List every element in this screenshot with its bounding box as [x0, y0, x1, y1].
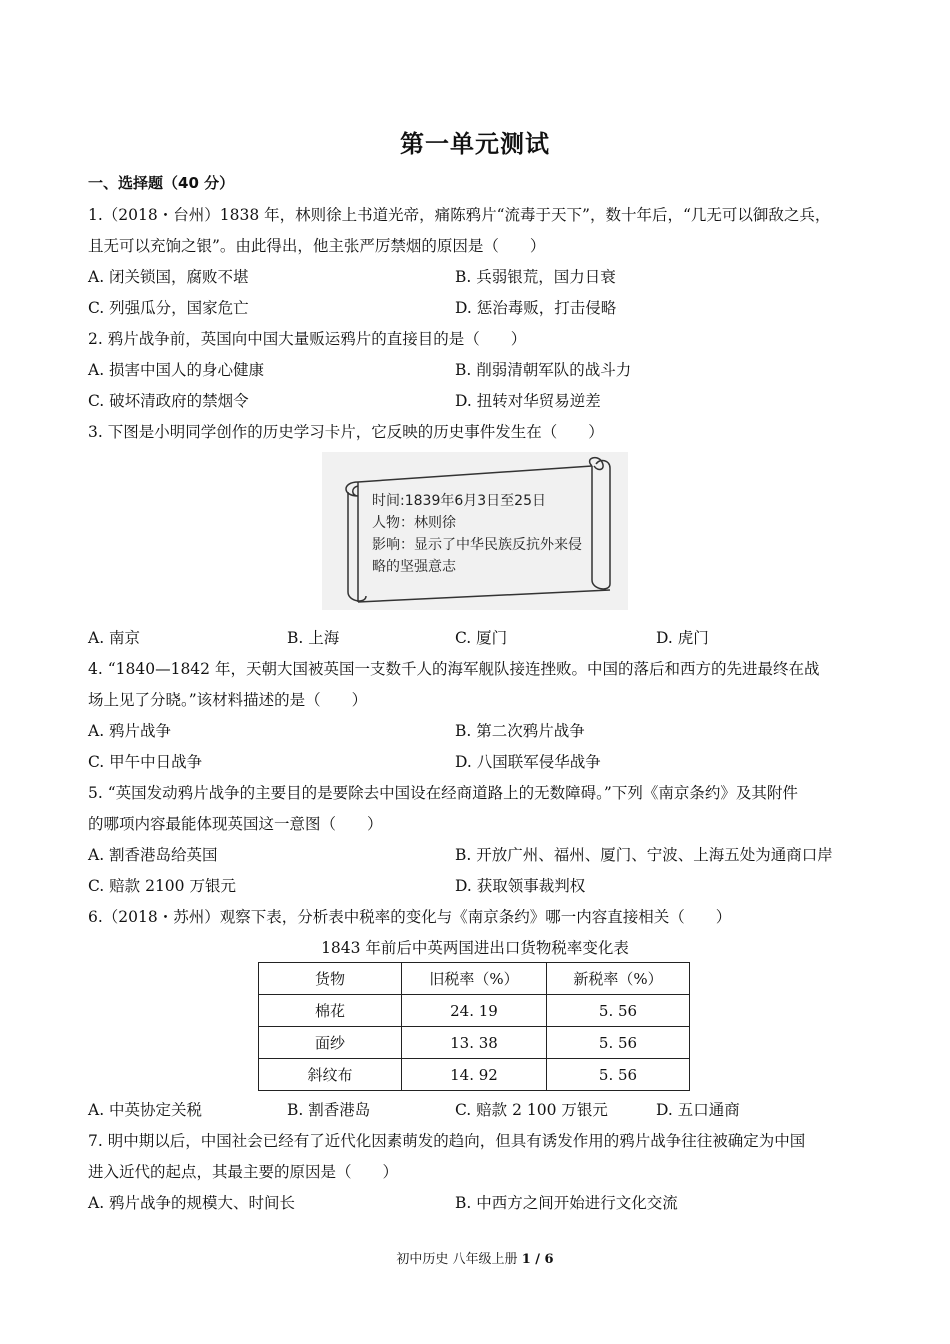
question-6-option-c: C. 赔款 2 100 万银元 [455, 1101, 608, 1119]
table-cell: 5. 56 [547, 1027, 690, 1059]
card-time-line: 时间:1839年6月3日至25日 [372, 493, 546, 509]
question-7-option-b: B. 中西方之间开始进行文化交流 [455, 1194, 678, 1212]
question-7-option-a: A. 鸦片战争的规模大、时间长 [88, 1194, 296, 1212]
table-cell: 13. 38 [402, 1027, 547, 1059]
question-2-stem: 2. 鸦片战争前，英国向中国大量贩运鸦片的直接目的是（ ） [88, 330, 527, 348]
question-6-option-b: B. 割香港岛 [287, 1101, 371, 1119]
footer-text: 初中历史 八年级上册 [396, 1252, 518, 1267]
question-5-option-b: B. 开放广州、福州、厦门、宁波、上海五处为通商口岸 [455, 846, 833, 864]
question-3-option-d: D. 虎门 [656, 629, 709, 647]
table-cell: 5. 56 [547, 995, 690, 1027]
question-1-stem-line-1: 1.（2018・台州）1838 年，林则徐上书道光帝，痛陈鸦片“流毒于天下”，数十年后，“几无可以御敌之兵， [88, 206, 831, 224]
page-number: 1 / 6 [521, 1252, 554, 1267]
question-1-option-c: C. 列强瓜分，国家危亡 [88, 299, 249, 317]
question-7-stem-line-1: 7. 明中期以后，中国社会已经有了近代化因素萌发的趋向，但具有诱发作用的鸦片战争往往被确定为中国 [88, 1132, 806, 1150]
question-5-option-a: A. 割香港岛给英国 [88, 846, 218, 864]
card-impact-line-2: 略的坚强意志 [372, 559, 456, 575]
question-1-option-b: B. 兵弱银荒，国力日衰 [455, 268, 616, 286]
question-1-option-d: D. 惩治毒贩，打击侵略 [455, 299, 617, 317]
table-row [259, 1059, 690, 1091]
table-header-row [259, 963, 690, 995]
question-4-option-d: D. 八国联军侵华战争 [455, 753, 601, 771]
table-header-cell: 新税率（%） [547, 963, 690, 995]
table-header-cell: 货物 [259, 963, 402, 995]
question-5-option-c: C. 赔款 2100 万银元 [88, 877, 236, 895]
question-4-option-b: B. 第二次鸦片战争 [455, 722, 585, 740]
question-4-stem-line-2: 场上见了分晓。”该材料描述的是（ ） [88, 691, 368, 709]
table-cell: 5. 56 [547, 1059, 690, 1091]
question-5-option-d: D. 获取领事裁判权 [455, 877, 586, 895]
question-2-option-c: C. 破坏清政府的禁烟令 [88, 392, 249, 410]
question-4-option-a: A. 鸦片战争 [88, 722, 172, 740]
page-footer [0, 1248, 950, 1267]
table-cell: 棉花 [259, 995, 402, 1027]
table-cell: 斜纹布 [259, 1059, 402, 1091]
question-3-option-c: C. 厦门 [455, 629, 508, 647]
page-title: 第一单元测试 [400, 130, 550, 158]
question-1-stem-line-2: 且无可以充饷之银”。由此得出，他主张严厉禁烟的原因是（ ） [88, 237, 546, 255]
section-heading: 一、选择题（40 分） [88, 174, 235, 192]
table-header-cell: 旧税率（%） [402, 963, 547, 995]
question-6-stem: 6.（2018・苏州）观察下表，分析表中税率的变化与《南京条约》哪一内容直接相关（ ） [88, 908, 732, 926]
question-5-stem-line-2: 的哪项内容最能体现英国这一意图（ ） [88, 815, 383, 833]
question-7-stem-line-2: 进入近代的起点，其最主要的原因是（ ） [88, 1163, 399, 1181]
table-cell: 24. 19 [402, 995, 547, 1027]
question-3-option-b: B. 上海 [287, 629, 340, 647]
question-2-option-d: D. 扭转对华贸易逆差 [455, 392, 601, 410]
question-6-option-a: A. 中英协定关税 [88, 1101, 203, 1119]
table-row [259, 1027, 690, 1059]
table-cell: 14. 92 [402, 1059, 547, 1091]
question-4-stem-line-1: 4. “1840—1842 年，天朝大国被英国一支数千人的海军舰队接连挫败。中国的落后和西方的先进最终在战 [88, 660, 820, 678]
question-1-option-a: A. 闭关锁国，腐败不堪 [88, 268, 249, 286]
question-3-option-a: A. 南京 [88, 629, 141, 647]
question-2-option-b: B. 削弱清朝军队的战斗力 [455, 361, 632, 379]
question-5-stem-line-1: 5. “英国发动鸦片战争的主要目的是要除去中国设在经商道路上的无数障碍。”下列《南京条约》及其附件 [88, 784, 798, 802]
table-caption: 1843 年前后中英两国进出口货物税率变化表 [321, 939, 629, 957]
question-6-option-d: D. 五口通商 [656, 1101, 740, 1119]
table-cell: 面纱 [259, 1027, 402, 1059]
question-4-option-c: C. 甲午中日战争 [88, 753, 203, 771]
question-2-option-a: A. 损害中国人的身心健康 [88, 361, 265, 379]
card-impact-line-1: 影响：显示了中华民族反抗外来侵 [372, 537, 582, 553]
question-3-stem: 3. 下图是小明同学创作的历史学习卡片，它反映的历史事件发生在（ ） [88, 423, 604, 441]
history-card-scroll-image [322, 452, 628, 610]
table-row [259, 995, 690, 1027]
tax-rate-table [258, 962, 690, 1091]
card-person-line: 人物：林则徐 [372, 515, 456, 531]
